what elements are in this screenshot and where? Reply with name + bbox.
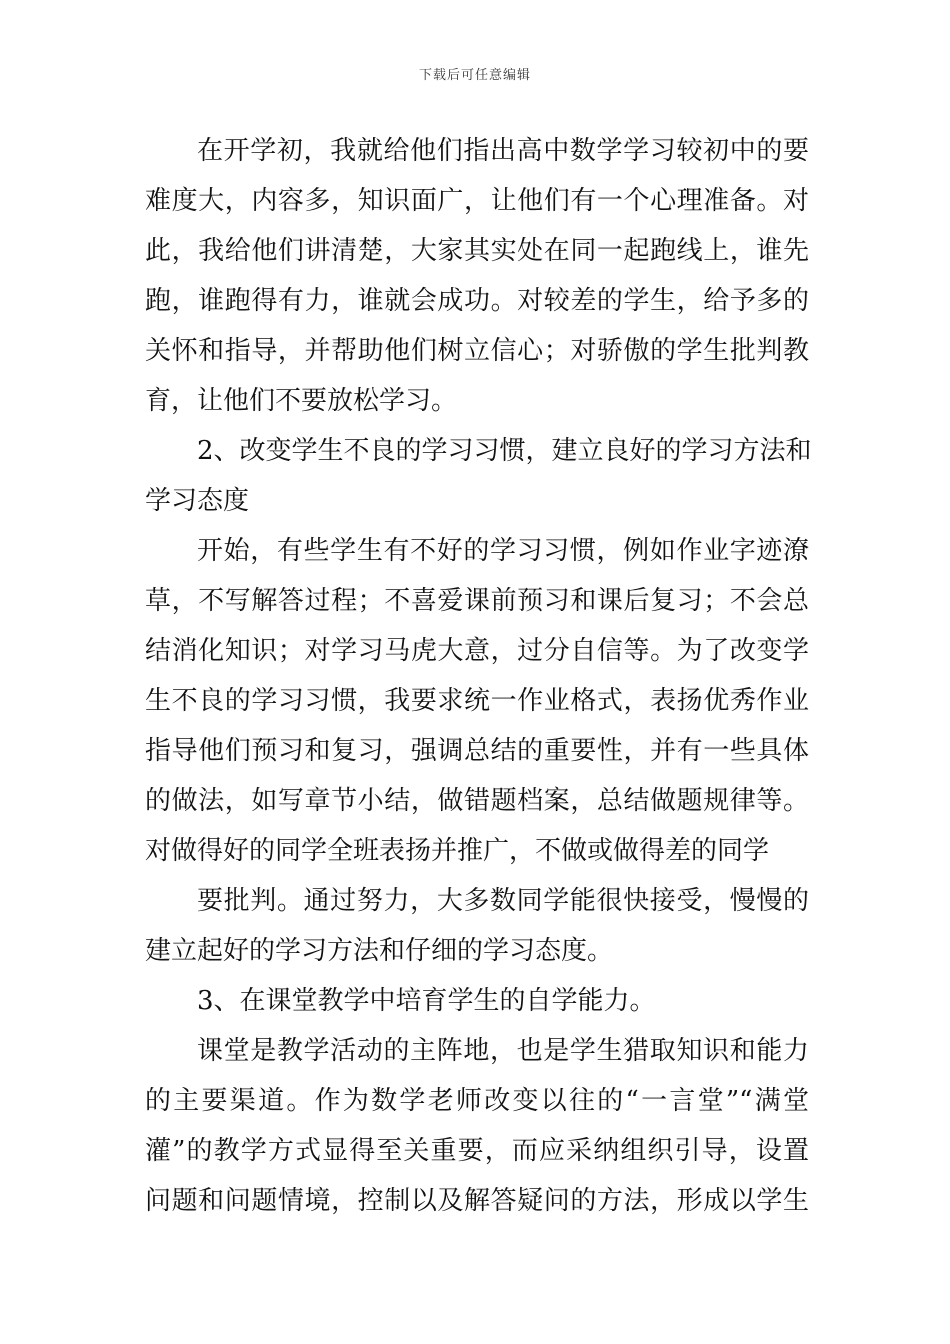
text-line: 要批判。通过努力，大多数同学能很快接受，慢慢的 bbox=[197, 886, 809, 916]
text-line: 开始，有些学生有不好的学习习惯，例如作业字迹潦 bbox=[197, 536, 809, 566]
text-line: 跑，谁跑得有力，谁就会成功。对较差的学生，给予多的 bbox=[145, 286, 809, 316]
text-line: 问题和问题情境，控制以及解答疑问的方法，形成以学生 bbox=[145, 1186, 809, 1216]
page-header: 下载后可任意编辑 bbox=[418, 68, 531, 83]
section-heading: 2、改变学生不良的学习习惯，建立良好的学习方法和 bbox=[197, 436, 812, 466]
text-line: 的做法，如写章节小结，做错题档案，总结做题规律等。 bbox=[145, 786, 809, 816]
document-body bbox=[145, 126, 812, 1226]
text-line: 此，我给他们讲清楚，大家其实处在同一起跑线上，谁先 bbox=[145, 236, 809, 266]
section-heading-continued: 学习态度 bbox=[145, 486, 250, 516]
section-heading: 3、在课堂教学中培育学生的自学能力。 bbox=[197, 986, 656, 1016]
text-line: 课堂是教学活动的主阵地，也是学生猎取知识和能力 bbox=[197, 1036, 809, 1066]
text-line: 难度大，内容多，知识面广，让他们有一个心理准备。对 bbox=[145, 186, 809, 216]
text-line: 关怀和指导，并帮助他们树立信心；对骄傲的学生批判教 bbox=[145, 336, 809, 366]
text-line: 的主要渠道。作为数学老师改变以往的“一言堂”“满堂 bbox=[145, 1086, 809, 1116]
text-line: 对做得好的同学全班表扬并推广，不做或做得差的同学 bbox=[145, 836, 770, 866]
text-line: 结消化知识；对学习马虎大意，过分自信等。为了改变学 bbox=[145, 636, 809, 666]
text-line: 生不良的学习习惯，我要求统一作业格式，表扬优秀作业 bbox=[145, 686, 809, 716]
text-line: 育，让他们不要放松学习。 bbox=[145, 386, 458, 416]
text-line: 草，不写解答过程；不喜爱课前预习和课后复习；不会总 bbox=[145, 586, 809, 616]
text-line: 在开学初，我就给他们指出高中数学学习较初中的要 bbox=[197, 136, 809, 166]
text-line: 灌”的教学方式显得至关重要，而应采纳组织引导，设置 bbox=[145, 1136, 809, 1166]
text-line: 指导他们预习和复习，强调总结的重要性，并有一些具体 bbox=[145, 736, 809, 766]
text-line: 建立起好的学习方法和仔细的学习态度。 bbox=[145, 936, 614, 966]
